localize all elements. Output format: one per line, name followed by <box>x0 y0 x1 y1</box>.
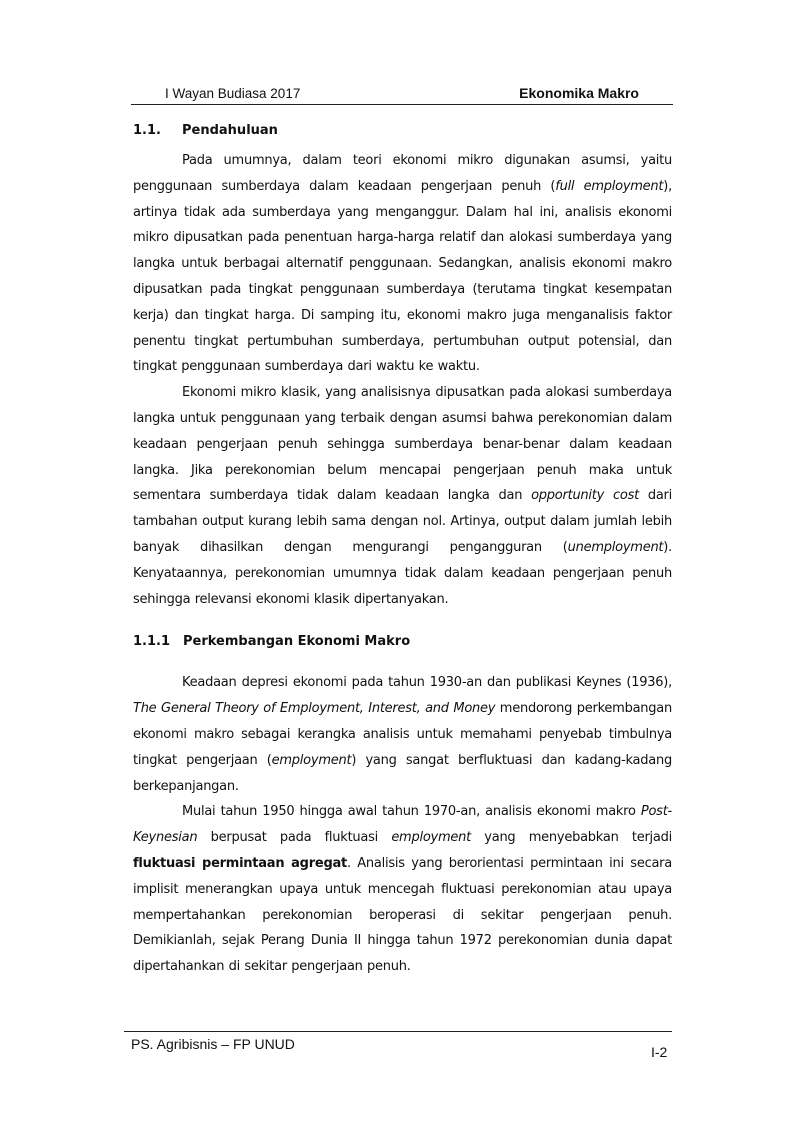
italic-text: opportunity cost <box>531 488 639 504</box>
paragraph <box>133 799 672 980</box>
paragraph <box>133 670 672 799</box>
footer-department: PS. Agribisnis – FP UNUD <box>131 1036 295 1052</box>
section-title: Pendahuluan <box>182 123 278 138</box>
text-run: ) yang sangat berfluktuasi dan kadang-kadang berkepanjangan. <box>133 752 672 794</box>
text-run: ). Kenyataannya, perekonomian umumnya tidak dalam keadaan pengerjaan penuh sehingga relevansi ekonomi klasik dipertanyakan. <box>133 539 672 607</box>
footer-divider <box>124 1031 672 1032</box>
page-number: I-2 <box>651 1044 668 1060</box>
text-run: Pada umumnya, dalam teori ekonomi mikro digunakan asumsi, yaitu penggunaan sumberdaya dalam keadaan pengerjaan penuh ( <box>133 153 672 194</box>
text-run: Mulai tahun 1950 hingga awal tahun 1970-an, analisis ekonomi makro <box>182 804 641 820</box>
italic-text: employment <box>271 752 352 768</box>
italic-text: Post-Keynesian <box>133 804 672 846</box>
subsection-number: 1.1.1 <box>133 634 171 650</box>
text-run: yang menyebabkan terjadi <box>470 830 672 846</box>
subsection-title: Perkembangan Ekonomi Makro <box>183 634 411 650</box>
section-heading <box>133 123 672 138</box>
text-run: mendorong perkembangan ekonomi makro sebagai kerangka analisis untuk memahami penyebab timbulnya tingkat pengerjaan ( <box>133 701 672 768</box>
subsection-heading <box>133 634 672 649</box>
text-run: dari tambahan output kurang lebih sama dengan nol. Artinya, output dalam jumlah lebih banyak dihasilkan dengan mengurangi pengangguran ( <box>133 488 672 555</box>
header-author-year: I Wayan Budiasa 2017 <box>165 86 301 101</box>
text-run: Keadaan depresi ekonomi pada tahun 1930-an dan publikasi Keynes (1936), <box>182 675 672 691</box>
header-title: Ekonomika Makro <box>519 85 639 101</box>
page-header <box>131 84 673 105</box>
text-run: ), artinya tidak ada sumberdaya yang menganggur. Dalam hal ini, analisis ekonomi mikro dipusatkan pada penentuan harga-harga relatif dan alokasi sumberdaya yang langka untuk berbagai alternatif penggunaan. Sedangkan, analisis ekonomi makro dipusatkan pada tingkat penggunaan sumberdaya (terutama tingkat kesempatan kerja) dan tingkat harga. Di samping itu, ekonomi makro juga menganalisis faktor penentu tingkat pertumbuhan sumberdaya, pertumbuhan output potensial, dan tingkat penggunaan sumberdaya dari waktu ke waktu. <box>133 178 672 375</box>
italic-text: full employment <box>555 178 664 194</box>
text-run: berpusat pada fluktuasi <box>197 830 392 846</box>
text-run: Ekonomi mikro klasik, yang analisisnya dipusatkan pada alokasi sumberdaya langka untuk penggunaan yang terbaik dengan asumsi bahwa perekonomian dalam keadaan pengerjaan penuh sehingga sumberdaya benar-benar dalam keadaan langka. Jika perekonomian belum mencapai pengerjaan penuh maka untuk sementara sumberdaya tidak dalam keadaan langka dan <box>133 385 672 504</box>
page-body <box>133 118 672 980</box>
section-number: 1.1. <box>133 123 161 138</box>
bold-text: fluktuasi permintaan agregat <box>133 855 347 871</box>
italic-text: The General Theory of Employment, Interest, and Money <box>133 701 496 717</box>
paragraph <box>133 380 672 612</box>
paragraph <box>133 148 672 380</box>
italic-text: employment <box>391 830 471 846</box>
text-run: . Analisis yang berorientasi permintaan ini secara implisit menerangkan upaya untuk mencegah fluktuasi perekonomian atau upaya mempertahankan perekonomian beroperasi di sekitar pengerjaan penuh. Demikianlah, sejak Perang Dunia II hingga tahun 1972 perekonomian dunia dapat dipertahankan di sekitar pengerjaan penuh. <box>133 855 672 975</box>
italic-text: unemployment <box>567 539 664 555</box>
